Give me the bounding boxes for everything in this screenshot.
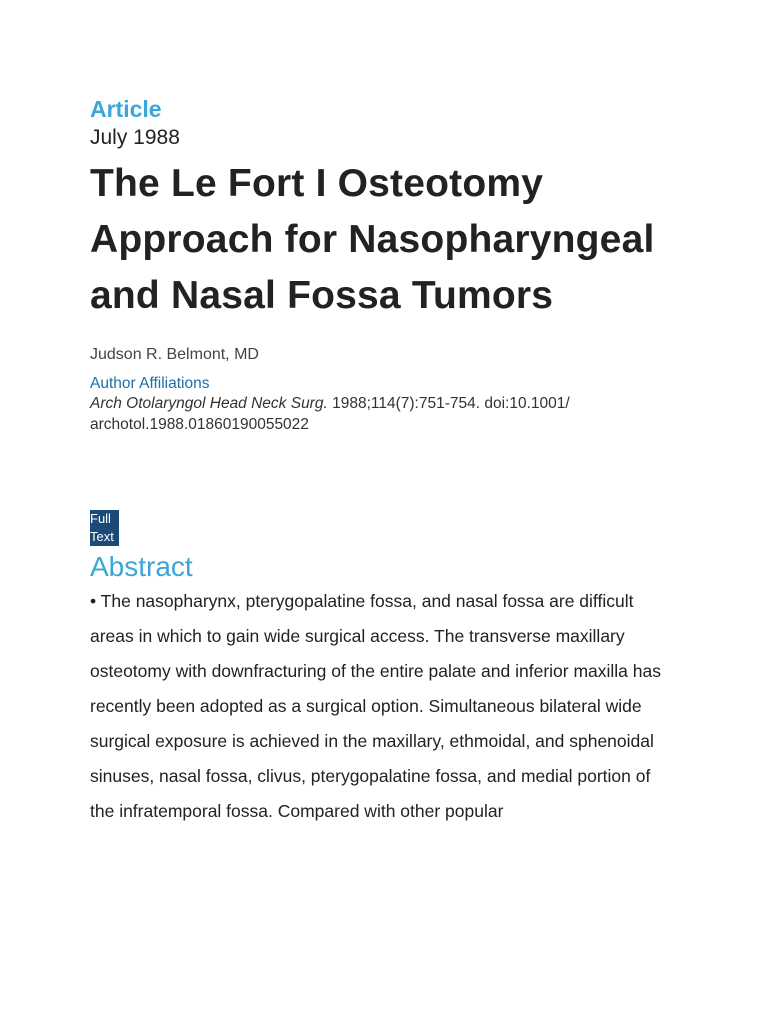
abstract-text: • The nasopharynx, pterygopalatine fossa, and nasal fossa are difficult areas in which to gain wide surgical access. The transverse maxillary osteotomy with downfracturing of the entire palate and inferior maxilla has recently been adopted as a surgical option. Simultaneous bilateral wide surgical exposure is achieved in the maxillary, ethmoidal, and sphenoidal sinuses, nasal fossa, clivus, pterygopalatine fossa, and medial portion of the infratemporal fossa. Compared with other popular — [90, 591, 661, 821]
citation-journal: Arch Otolaryngol Head Neck Surg. — [90, 395, 328, 412]
article-authors: Judson R. Belmont, MD — [90, 346, 259, 363]
article-page — [90, 94, 690, 829]
publication-date: July 1988 — [90, 126, 180, 149]
article-title: The Le Fort I Osteotomy Approach for Nasopharyngeal and Nasal Fossa Tumors — [90, 162, 655, 317]
article-type-label: Article — [90, 96, 162, 122]
author-affiliations-link[interactable]: Author Affiliations — [90, 375, 210, 392]
citation — [90, 393, 650, 435]
abstract-heading: Abstract — [90, 551, 193, 582]
full-text-button[interactable]: Full Text — [90, 510, 119, 546]
citation-details: 1988;114(7):751-754. doi:10.1001/ archotol.1988.01860190055022 — [90, 395, 570, 433]
